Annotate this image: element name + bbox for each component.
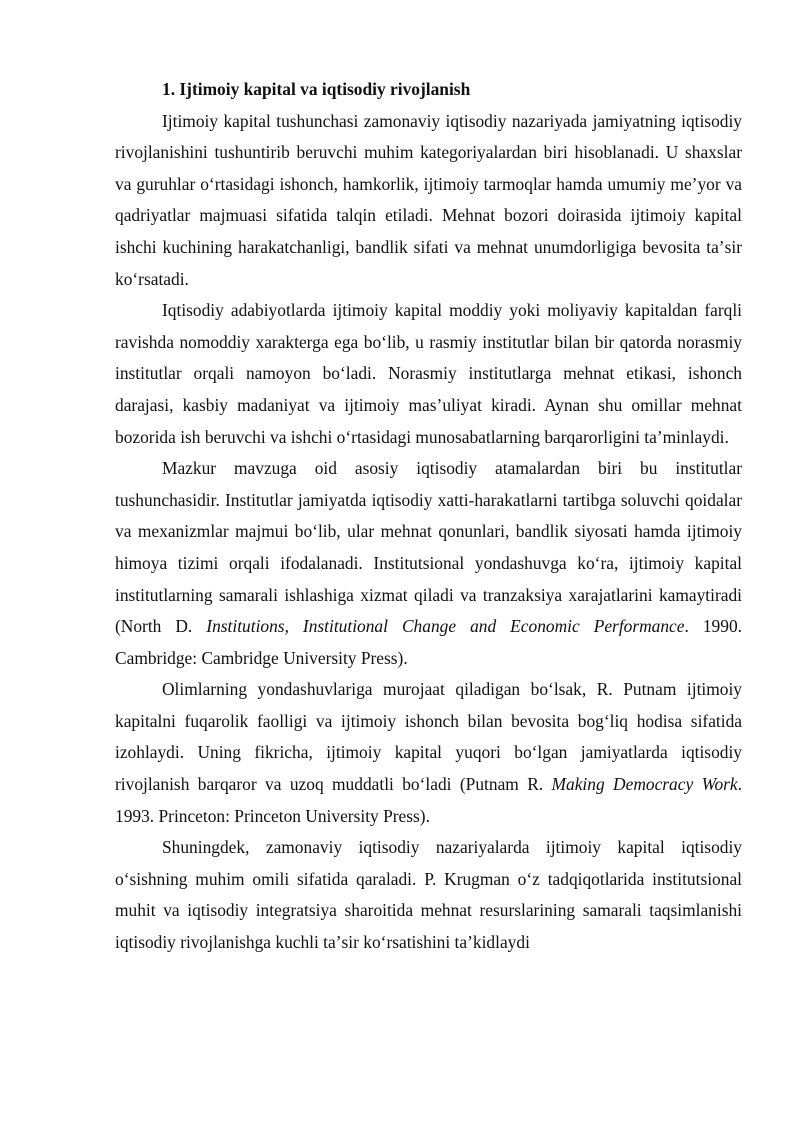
document-body (115, 74, 742, 959)
paragraph-3 (115, 453, 742, 674)
paragraph-3-citation-tail: . 1990. Cambridge: Cambridge University Press). (115, 616, 742, 668)
paragraph-1: Ijtimoiy kapital tushunchasi zamonaviy iqtisodiy nazariyada jamiyatning iqtisodiy rivojlanishini tushuntirib beruvchi muhim kategoriyalardan biri hisoblanadi. U shaxslar va guruhlar oʻrtasidagi ishonch, hamkorlik, ijtimoiy tarmoqlar hamda umumiy meʼyor va qadriyatlar majmuasi sifatida talqin etiladi. Mehnat bozori doirasida ijtimoiy kapital ishchi kuchining harakatchanligi, bandlik sifati va mehnat unumdorligiga bevosita taʼsir koʻrsatadi. (115, 110, 742, 289)
paragraph-4-citation-title: Making Democracy Work (551, 774, 738, 795)
paragraph-3-text: Mazkur mavzuga oid asosiy iqtisodiy atamalardan biri bu institutlar tushunchasidir. Institutlar jamiyatda iqtisodiy xatti-harakatlarni tartibga soluvchi qoidalar va mexanizmlar majmui boʻlib, ular mehnat qonunlari, bandlik siyosati hamda ijtimoiy himoya tizimi orqali ifodalanadi. Institutsional yondashuvga koʻra, ijtimoiy kapital institutlarning samarali ishlashiga xizmat qiladi va tranzaksiya xarajatlarini kamaytiradi (North D. (115, 458, 742, 637)
section-heading: 1. Ijtimoiy kapital va iqtisodiy rivojlanish (162, 79, 471, 99)
paragraph-3-citation-title: Institutions, Institutional Change and Economic Performance (206, 616, 685, 637)
paragraph-4-citation-tail: . 1993. Princeton: Princeton University Press). (115, 774, 743, 826)
paragraph-5: Shuningdek, zamonaviy iqtisodiy nazariyalarda ijtimoiy kapital iqtisodiy oʻsishning muhim omili sifatida qaraladi. P. Krugman oʻz tadqiqotlarida institutsional muhit va iqtisodiy integratsiya sharoitida mehnat resurslarining samarali taqsimlanishi iqtisodiy rivojlanishga kuchli taʼsir koʻrsatishini taʼkidlaydi (115, 837, 742, 953)
paragraph-4 (115, 674, 742, 832)
paragraph-2: Iqtisodiy adabiyotlarda ijtimoiy kapital moddiy yoki moliyaviy kapitaldan farqli ravishda nomoddiy xarakterga ega boʻlib, u rasmiy institutlar bilan bir qatorda norasmiy institutlar orqali namoyon boʻladi. Norasmiy institutlarga mehnat etikasi, ishonch darajasi, kasbiy madaniyat va ijtimoiy masʼuliyat kiradi. Aynan shu omillar mehnat bozorida ish beruvchi va ishchi oʻrtasidagi munosabatlarning barqarorligini taʼminlaydi. (115, 300, 742, 447)
paragraph-4-text: Olimlarning yondashuvlariga murojaat qiladigan boʻlsak, R. Putnam ijtimoiy kapitalni fuqarolik faolligi va ijtimoiy ishonch bilan bevosita bogʻliq hodisa sifatida izohlaydi. Uning fikricha, ijtimoiy kapital yuqori boʻlgan jamiyatlarda iqtisodiy rivojlanish barqaror va uzoq muddatli boʻladi (Putnam R. (115, 679, 742, 795)
